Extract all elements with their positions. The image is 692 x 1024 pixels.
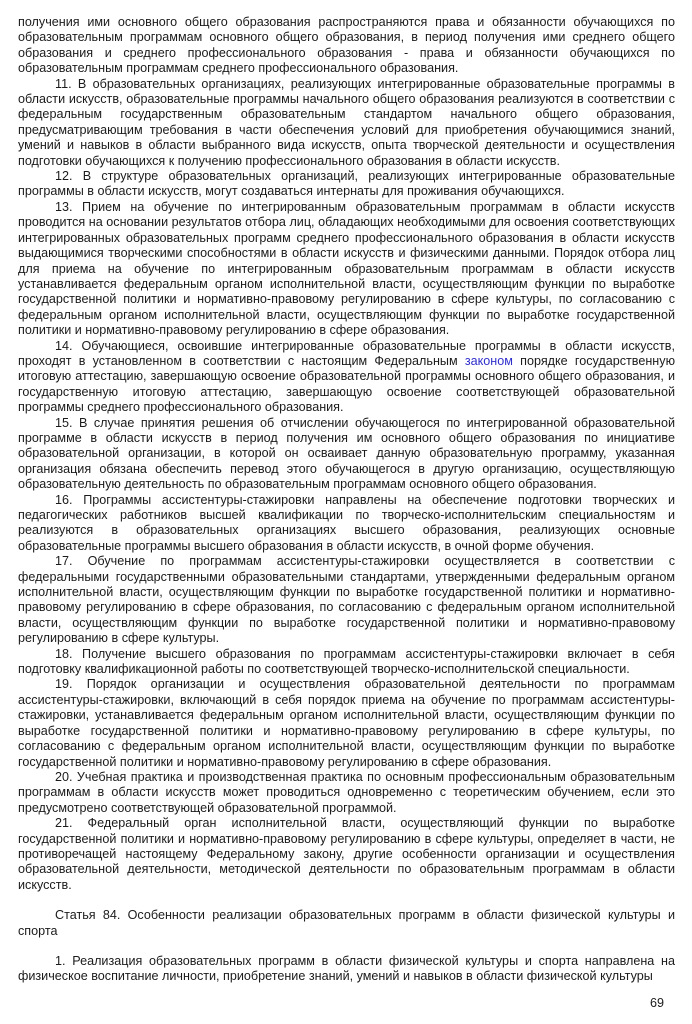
paragraph-item-17: 17. Обучение по программам ассистентуры-стажировки осуществляется в соответствии с федеральными государственными образовательными стандартами, утвержденными федеральным органом исполнительной власти, осуществляющим функции по выработке государственной политики и нормативно-правовому регулированию в сфере образования, по согласованию с федеральным органом исполнительной власти, осуществляющим функции по выработке государственной политики и нормативно-правовому регулированию в сфере культуры. <box>18 554 675 646</box>
law-reference-link[interactable]: законом <box>464 353 513 368</box>
page-number: 69 <box>649 996 664 1010</box>
paragraph-item-10-continuation: получения ими основного общего образования распространяются права и обязанности обучающихся по образовательным программам основного общего образования, в период получения ими среднего общего образования и среднего профессионального образования - права и обязанности обучающихся по образовательным программам среднего профессионального образования. <box>18 15 675 76</box>
paragraph-item-16: 16. Программы ассистентуры-стажировки направлены на обеспечение подготовки творческих и педагогических работников высшей квалификации по творческо-исполнительским специальностям и реализуются в образовательных организациях высшего образования, реализующих основные образовательные программы высшего образования в области искусств, в очной форме обучения. <box>18 492 675 553</box>
paragraph-item-19: 19. Порядок организации и осуществления образовательной деятельности по программам ассистентуры-стажировки, включающий в себя порядок приема на обучение по программам ассистентуры-стажировки, устанавливается федеральным органом исполнительной власти, осуществляющим функции по выработке государственной политики и нормативно-правовому регулированию в сфере культуры, по согласованию с федеральным органом исполнительной власти, осуществляющим функции по выработке государственной политики и нормативно-правовому регулированию в сфере образования. <box>18 677 675 769</box>
paragraph-item-11: 11. В образовательных организациях, реализующих интегрированные образовательные программы в области искусств, образовательные программы начального общего образования реализуются в соответствии с федеральным государственным образовательным стандартом начального общего образования, предусматривающим требования в части обеспечения условий для приобретения обучающимися знаний, умений и навыков в области выбранного вида искусств, опыта творческой деятельности и осуществления подготовки обучающихся к получению профессионального образования в области искусств. <box>18 76 675 168</box>
paragraph-item-14-text-after-link: порядке государственную итоговую аттестацию, завершающую освоение образовательной программы основного общего образования, и государственную итоговую аттестацию, завершающую освоение соответствующей образовательной программы среднего профессионального образования. <box>18 353 676 415</box>
paragraph-item-21: 21. Федеральный орган исполнительной власти, осуществляющий функции по выработке государственной политики и нормативно-правовому регулированию в сфере культуры, определяет в части, не противоречащей настоящему Федеральному закону, другие особенности организации и осуществления образовательной деятельности, методической деятельности по образовательным программам в области искусств. <box>18 816 675 892</box>
paragraph-item-18: 18. Получение высшего образования по программам ассистентуры-стажировки включает в себя подготовку квалификационной работы по соответствующей творческо-исполнительской специальности. <box>18 646 675 677</box>
article-84-heading: Статья 84. Особенности реализации образовательных программ в области физической культуры и спорта <box>18 908 675 938</box>
paragraph-item-20: 20. Учебная практика и производственная практика по основным профессиональным образовательным программам в области искусств может проводиться одновременно с теоретическим обучением, если это предусмотрено соответствующей образовательной программой. <box>18 769 675 815</box>
paragraph-item-12: 12. В структуре образовательных организаций, реализующих интегрированные образовательные программы в области искусств, могут создаваться интернаты для проживания обучающихся. <box>18 169 675 199</box>
article-84-paragraph-1: 1. Реализация образовательных программ в области физической культуры и спорта направлена на физическое воспитание личности, приобретение знаний, умений и навыков в области физической культуры <box>18 953 675 984</box>
paragraph-item-14-text-before-link: 14. Обучающиеся, освоившие интегрированные образовательные программы в области искусств, проходят в установленном в соответствии с настоящим Федеральным <box>18 338 675 368</box>
paragraph-item-13: 13. Прием на обучение по интегрированным образовательным программам в области искусств проводится на основании результатов отбора лиц, обладающих необходимыми для освоения соответствующих интегрированных образовательных программ среднего профессионального образования в области искусств выдающимися творческими способностями в области искусств и физическими данными. Порядок отбора лиц для приема на обучение по интегрированным образовательным программам в области искусств устанавливается федеральным органом исполнительной власти, осуществляющим функции по выработке государственной политики и нормативно-правовому регулированию в сфере культуры, по согласованию с федеральным органом исполнительной власти, осуществляющим функции по выработке государственной политики и нормативно-правовому регулированию в сфере образования. <box>18 199 675 338</box>
paragraph-item-14 <box>18 339 675 416</box>
paragraph-item-15: 15. В случае принятия решения об отчислении обучающегося по интегрированной образовательной программе в области искусств в период получения им основного общего образования по инициативе образовательной организации, в которой он осваивает данную образовательную программу, указанная организация обязана обеспечить перевод этого обучающегося в другую организацию, осуществляющую образовательную деятельность по образовательным программам основного общего образования. <box>18 415 675 492</box>
